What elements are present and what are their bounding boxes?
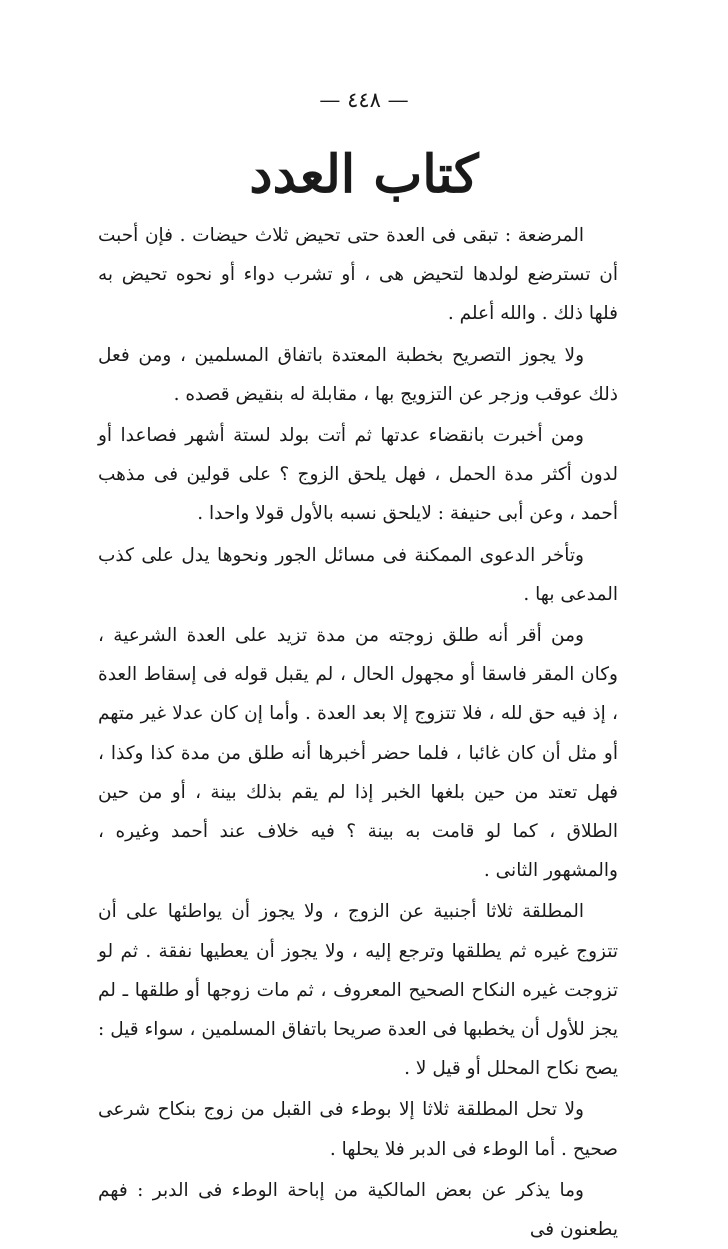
paragraph-nursing-woman: المرضعة : تبقى فى العدة حتى تحيض ثلاث حيضات . فإن أحبت أن تسترضع لولدها لتحيض هى ، أو تشرب دواء أو نحوه تحيض به فلها ذلك . والله أعلم . (98, 225, 618, 325)
paragraph-permissibility: ولا تحل المطلقة ثلاثا إلا بوطء فى القبل من زوج بنكاح شرعى صحيح . أما الوطء فى الدبر فلا يحلها . (98, 1099, 618, 1160)
paragraph-triple-divorce: المطلقة ثلاثا أجنبية عن الزوج ، ولا يجوز أن يواطئها على أن تتزوج غيره ثم يطلقها وترجع إليه ، ولا يجوز أن يعطيها نفقة . ثم لو تزوجت غيره النكاح الصحيح المعروف ، ثم مات زوجها أو طلقها ـ لم يجز للأول أن يخطبها فى العدة صريحا باتفاق المسلمين ، سواء قيل : يصح نكاح المحلل أو قيل لا . (98, 901, 618, 1080)
paragraph-delayed-claim: وتأخر الدعوى الممكنة فى مسائل الجور ونحوها يدل على كذب المدعى بها . (98, 544, 618, 605)
chapter-title: كتاب العدد (249, 144, 479, 205)
body-text (98, 216, 618, 1249)
paragraph-child-lineage: ومن أخبرت بانقضاء عدتها ثم أتت بولد لستة أشهر فصاعدا أو لدون أكثر مدة الحمل ، فهل يلحق الزوج ؟ على قولين فى مذهب أحمد ، وعن أبى حنيفة : لايلحق نسبه بالأول قولا واحدا . (98, 425, 618, 525)
paragraph-proposal-ban: ولا يجوز التصريح بخطبة المعتدة باتفاق المسلمين ، ومن فعل ذلك عوقب وزجر عن التزويج بها ، مقابلة له بنقيض قصده . (98, 344, 618, 405)
paragraph-divorce-confession: ومن أقر أنه طلق زوجته من مدة تزيد على العدة الشرعية ، وكان المقر فاسقا أو مجهول الحال ، لم يقبل قوله فى إسقاط العدة ، إذ فيه حق لله ، فلا تتزوج إلا بعد العدة . وأما إن كان عدلا غير متهم أو مثل أن كان غائبا ، فلما حضر أخبرها أنه طلق من مدة كذا وكذا ، فهل تعتد من حين بلغها الخبر إذا لم يقم بذلك بينة ، أو من حين الطلاق ، كما لو قامت به بينة ؟ فيه خلاف عند أحمد وغيره ، والمشهور الثانى . (98, 625, 618, 882)
paragraph-maliki-claim: وما يذكر عن بعض المالكية من إباحة الوطء فى الدبر : فهم يطعنون فى (98, 1179, 618, 1241)
page-number: — ٤٤٨ — (319, 88, 409, 112)
